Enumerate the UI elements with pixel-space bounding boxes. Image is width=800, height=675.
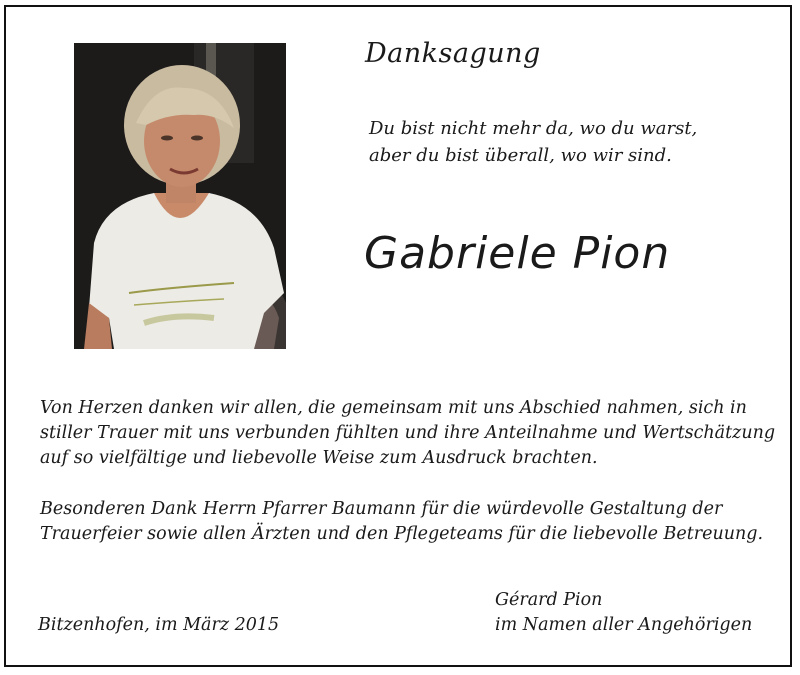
heading-danksagung: Danksagung <box>365 38 541 69</box>
signature-block <box>495 588 752 638</box>
portrait-image <box>74 43 286 349</box>
thanks-line-3: auf so vielfältige und liebevolle Weise zum Ausdruck brachten. <box>40 448 598 468</box>
special-thanks-paragraph <box>40 497 763 547</box>
signature-name: Gérard Pion <box>495 590 603 610</box>
quote-line-2: aber du bist überall, wo wir sind. <box>369 145 672 166</box>
thanks-paragraph <box>40 396 775 471</box>
special-thanks-line-2: Trauerfeier sowie allen Ärzten und den Pflegeteams für die liebevolle Betreuung. <box>40 524 764 544</box>
quote-line-1: Du bist nicht mehr da, wo du warst, <box>369 118 698 139</box>
portrait-photo <box>74 43 286 349</box>
place-date: Bitzenhofen, im März 2015 <box>38 615 280 635</box>
memorial-quote <box>369 115 697 169</box>
thanks-line-2: stiller Trauer mit uns verbunden fühlten und ihre Anteilnahme und Wertschätzung <box>40 423 776 443</box>
thanks-line-1: Von Herzen danken wir allen, die gemeinsam mit uns Abschied nahmen, sich in <box>40 398 747 418</box>
special-thanks-line-1: Besonderen Dank Herrn Pfarrer Baumann für die würdevolle Gestaltung der <box>40 499 723 519</box>
signature-relatives: im Namen aller Angehörigen <box>495 615 753 635</box>
deceased-name: Gabriele Pion <box>364 228 671 279</box>
